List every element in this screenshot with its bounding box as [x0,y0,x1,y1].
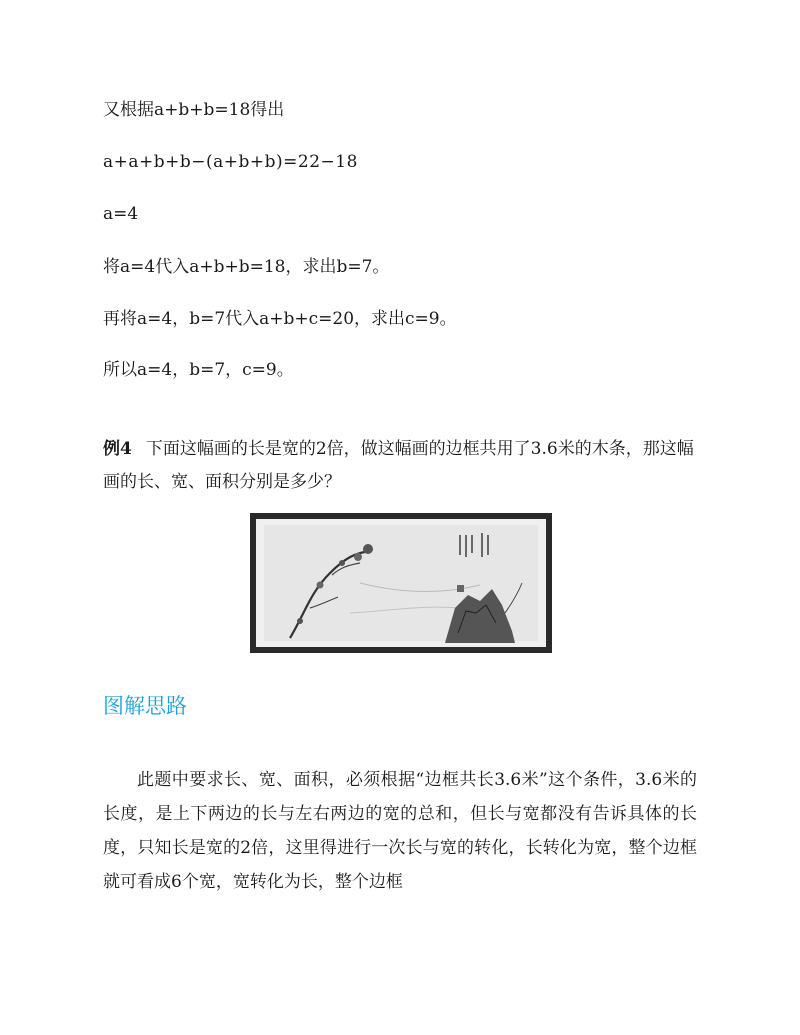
equation-line-3: a=4 [103,204,139,224]
equation-line-2: a+a+b+b−(a+b+b)=22−18 [103,152,358,172]
example-tag: 例4 [103,439,132,459]
equation-line-4: 将a=4代入a+b+b=18，求出b=7。 [103,257,390,277]
equation-line-1: 又根据a+b+b=18得出 [103,100,285,120]
equation-line-5: 再将a=4，b=7代入a+b+c=20，求出c=9。 [103,309,457,329]
framed-painting-illustration [250,513,552,653]
solution-paragraph: 此题中要求长、宽、面积，必须根据“边框共长3.6米”这个条件，3.6米的长度，是上下两边的长与左右两边的宽的总和，但长与宽都没有告诉具体的长度，只知长是宽的2倍，这里得进行一次长与宽的转化，长转化为宽，整个边框就可看成6个宽，宽转化为长，整个边框 [103,770,697,892]
example-text: 下面这幅画的长是宽的2倍，做这幅画的边框共用了3.6米的木条，那这幅画的长、宽、面积分别是多少？ [103,439,694,492]
section-heading: 图解思路 [103,694,187,718]
example-problem [103,433,703,499]
equation-line-6: 所以a=4，b=7，c=9。 [103,360,294,380]
